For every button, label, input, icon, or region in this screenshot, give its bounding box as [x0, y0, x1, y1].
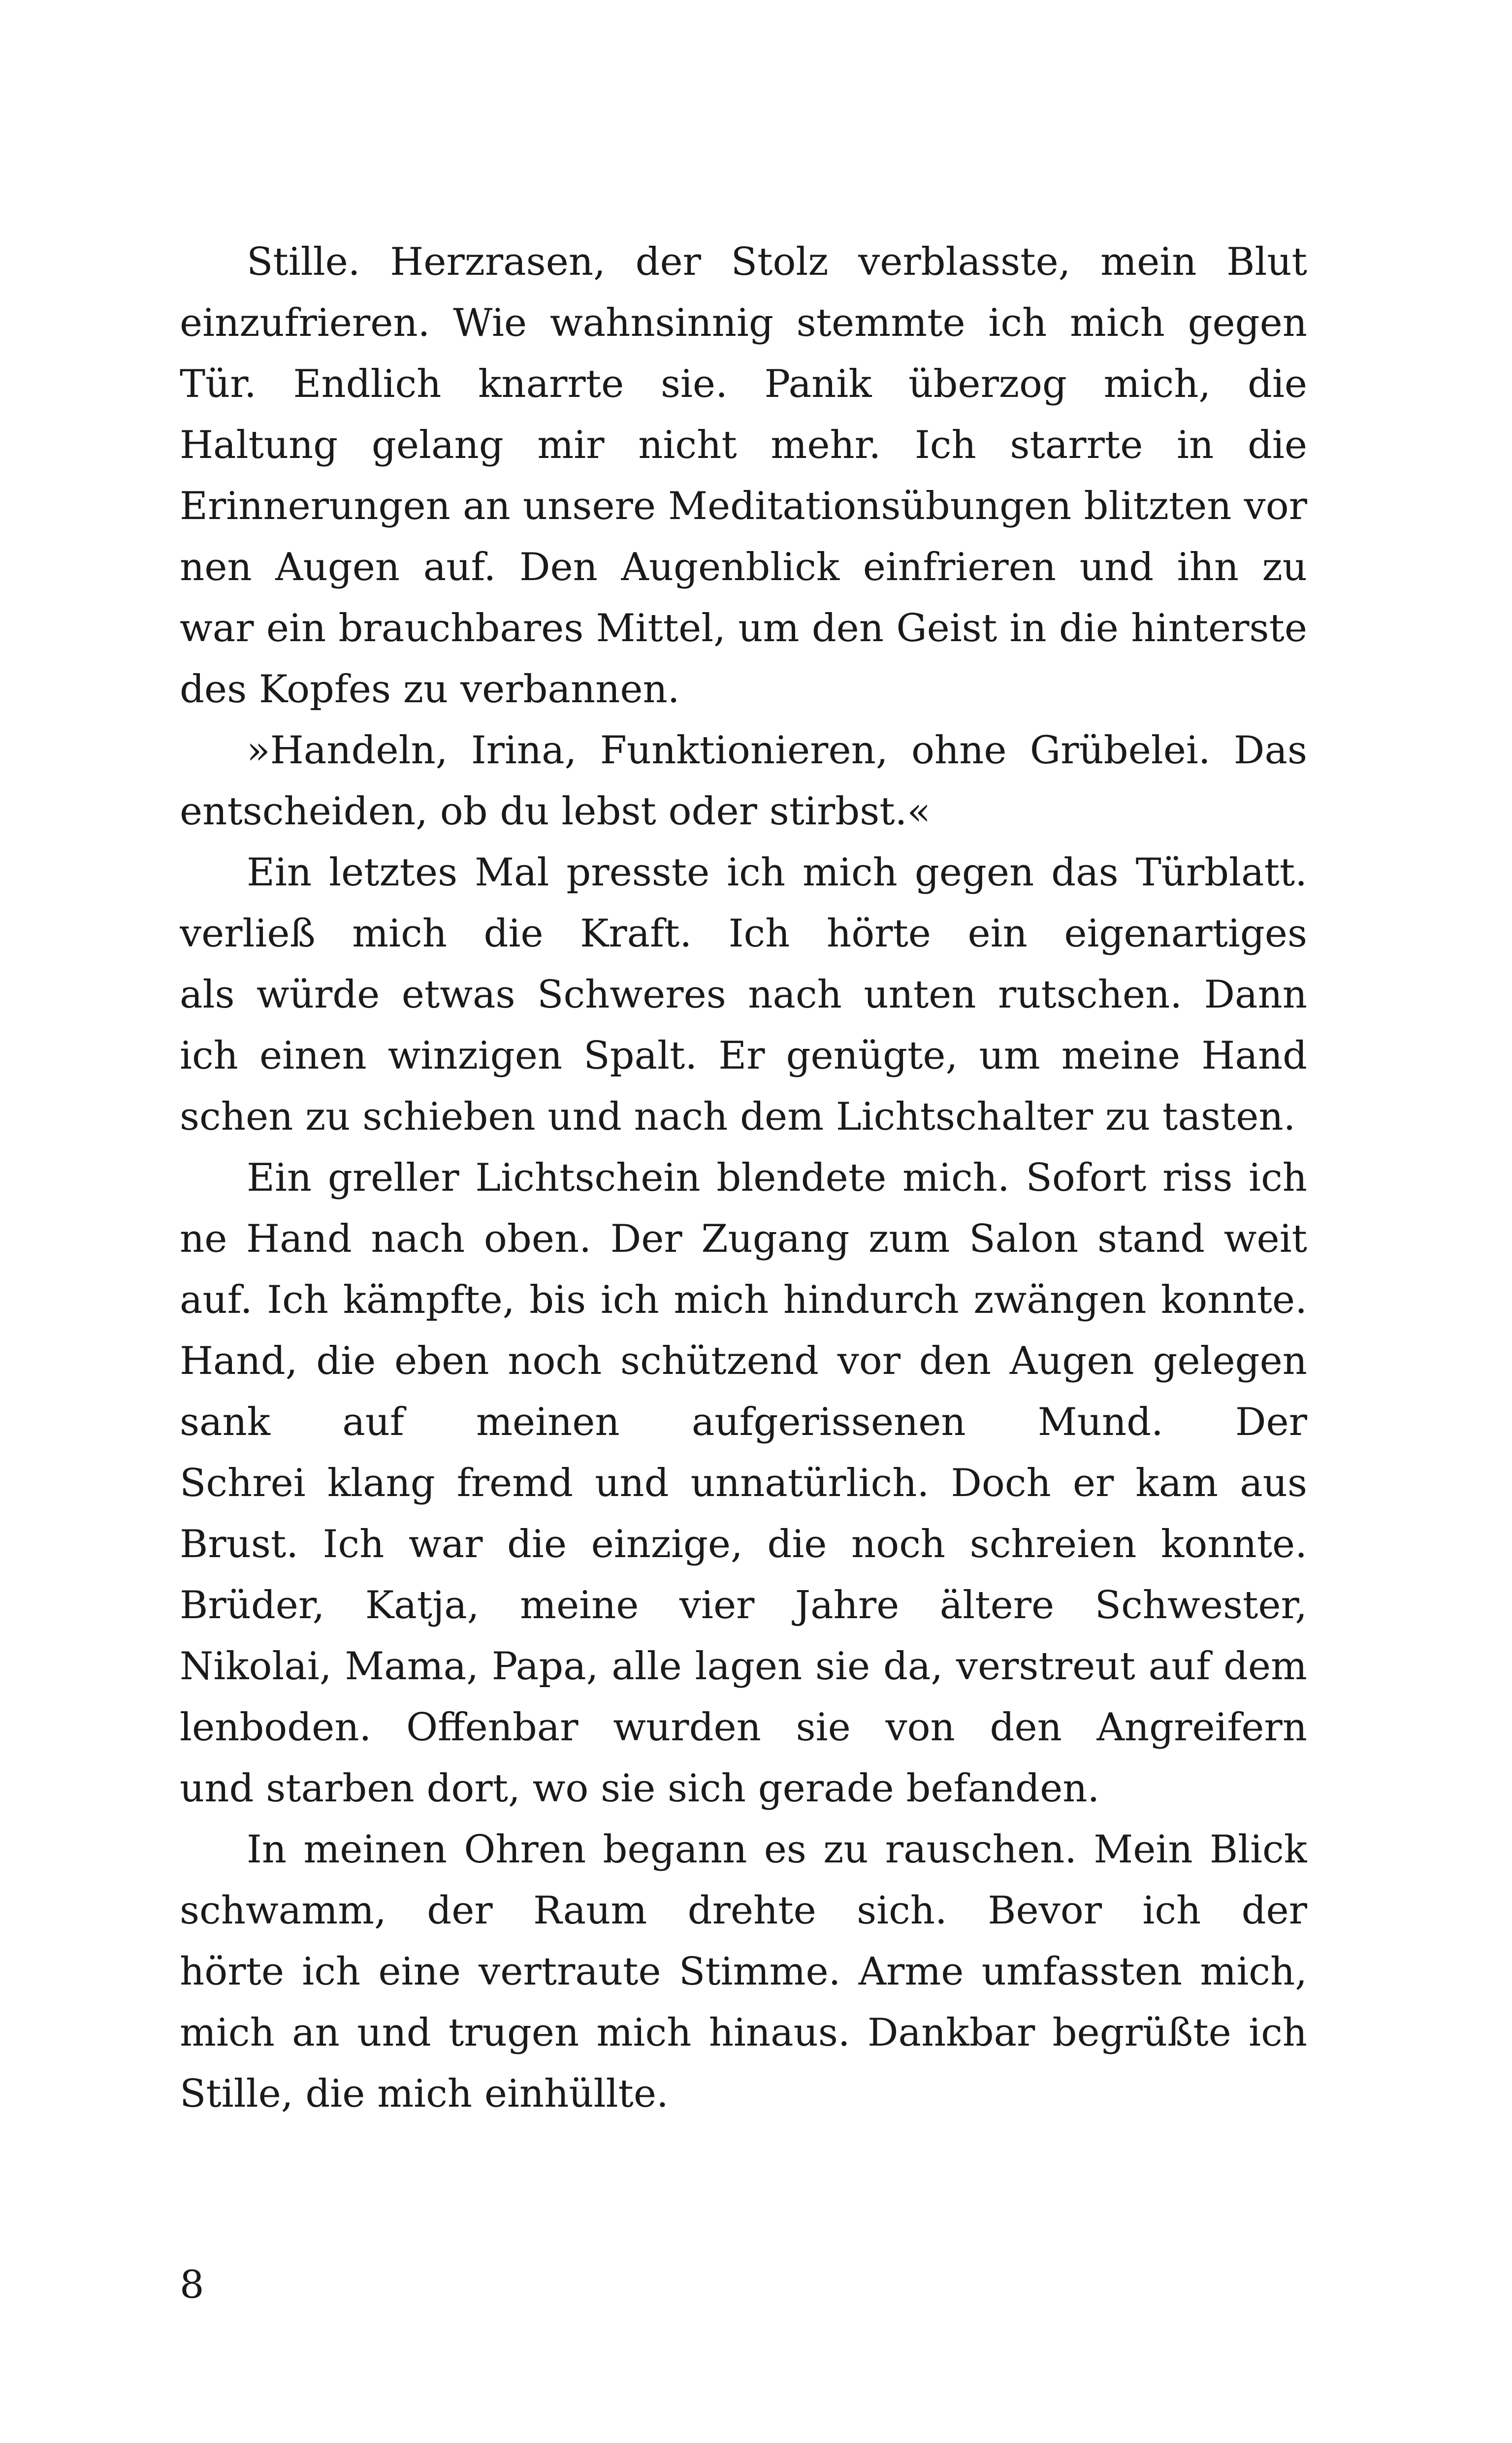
- text-line: lenboden. Offenbar wurden sie von den Angreifern: [180, 1705, 1307, 1750]
- text-line: und starben dort, wo sie sich gerade befanden.: [180, 1766, 1100, 1811]
- text-line: war ein brauchbares Mittel, um den Geist in die hinterste: [180, 606, 1307, 651]
- text-line: Erinnerungen an unsere Meditationsübungen blitzten vor: [180, 484, 1307, 528]
- text-line: Ein greller Lichtschein blendete mich. Sofort riss ich: [247, 1156, 1307, 1200]
- text-line: Hand, die eben noch schützend vor den Augen gelegen: [180, 1339, 1307, 1383]
- text-line: schen zu schieben und nach dem Lichtschalter zu tasten.: [180, 1095, 1296, 1139]
- text-line: »Handeln, Irina, Funktionieren, ohne Grübelei. Das: [247, 728, 1307, 773]
- text-line: mich an und trugen mich hinaus. Dankbar begrüßte ich: [180, 2011, 1307, 2055]
- text-line: Ein letztes Mal presste ich mich gegen das Türblatt.: [247, 850, 1307, 895]
- text-line: auf. Ich kämpfte, bis ich mich hindurch zwängen konnte.: [180, 1278, 1307, 1322]
- page-number: 8: [180, 2263, 204, 2307]
- text-line: Brüder, Katja, meine vier Jahre ältere Schwester,: [180, 1583, 1307, 1628]
- text-line: verließ mich die Kraft. Ich hörte ein eigenartiges: [180, 912, 1307, 956]
- body-text: [180, 231, 1307, 2124]
- text-line: nen Augen auf. Den Augenblick einfrieren und ihn zu: [180, 545, 1307, 589]
- text-line: Haltung gelang mir nicht mehr. Ich starrte in die: [180, 423, 1307, 467]
- text-line: In meinen Ohren begann es zu rauschen. Mein Blick: [247, 1827, 1307, 1872]
- text-line: Stille. Herzrasen, der Stolz verblasste, mein Blut: [247, 240, 1307, 284]
- text-line: entscheiden, ob du lebst oder stirbst.«: [180, 789, 931, 834]
- text-line: als würde etwas Schweres nach unten rutschen. Dann: [180, 973, 1307, 1017]
- text-line: ne Hand nach oben. Der Zugang zum Salon stand weit: [180, 1217, 1307, 1261]
- text-line: des Kopfes zu verbannen.: [180, 667, 680, 712]
- text-line: Stille, die mich einhüllte.: [180, 2072, 669, 2116]
- text-line: sank auf meinen aufgerissenen Mund. Der: [180, 1400, 1307, 1444]
- text-line: ich einen winzigen Spalt. Er genügte, um meine Hand: [180, 1034, 1307, 1078]
- text-line: Tür. Endlich knarrte sie. Panik überzog mich, die: [180, 362, 1307, 406]
- text-line: hörte ich eine vertraute Stimme. Arme umfassten mich,: [180, 1950, 1307, 1994]
- text-line: schwamm, der Raum drehte sich. Bevor ich der: [180, 1889, 1307, 1933]
- text-line: Nikolai, Mama, Papa, alle lagen sie da, verstreut auf dem: [180, 1644, 1307, 1689]
- text-line: Schrei klang fremd und unnatürlich. Doch er kam aus: [180, 1461, 1307, 1505]
- text-line: einzufrieren. Wie wahnsinnig stemmte ich mich gegen: [180, 301, 1307, 345]
- text-line: Brust. Ich war die einzige, die noch schreien konnte.: [180, 1522, 1307, 1566]
